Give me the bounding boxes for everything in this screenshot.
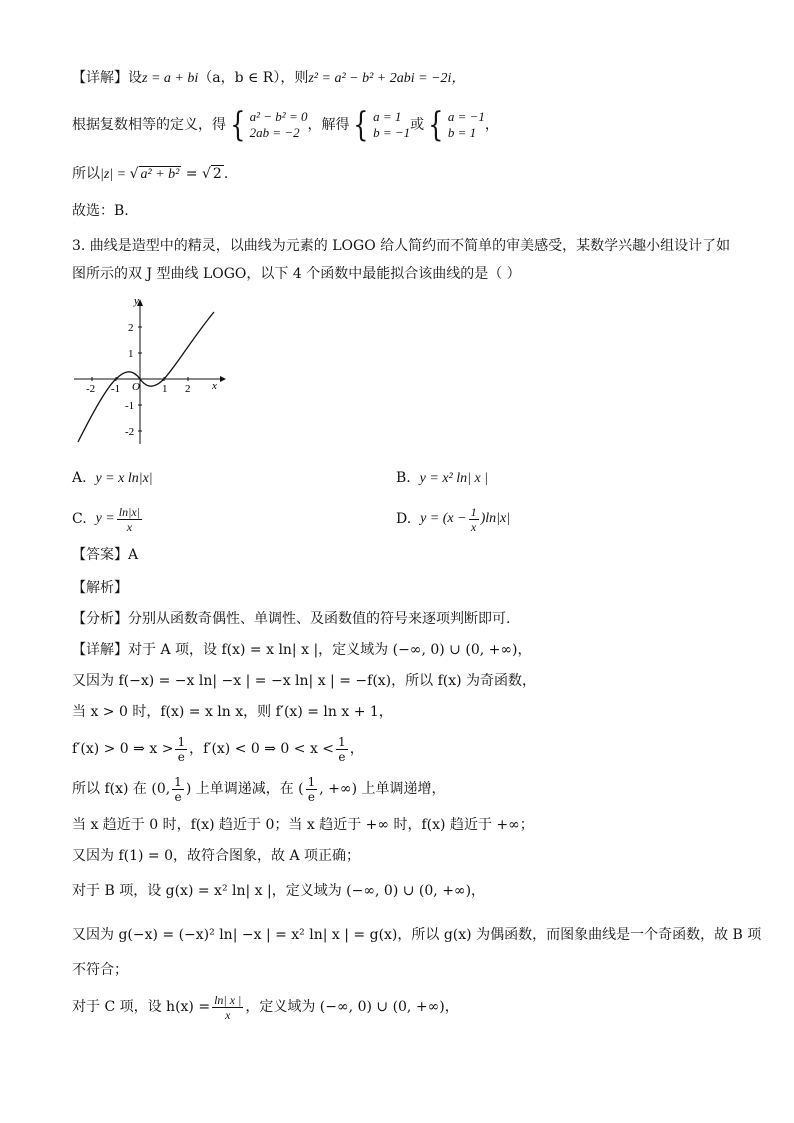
y-axis-label: y [134, 295, 139, 307]
text: （a，b ∈ R），则 [198, 70, 309, 86]
fraction: $\frac{1}{e}$ [177, 734, 186, 764]
solution-line-1 [72, 68, 465, 89]
option-formula: y = x ln|x| [95, 471, 153, 486]
analysis-summary: 【分析】分别从函数奇偶性、单调性、及函数值的符号来逐项判断即可. [72, 611, 511, 627]
option-label: B. [396, 470, 411, 486]
option-label: A. [72, 470, 87, 486]
x-tick-label: 1 [162, 383, 168, 395]
option-formula: y = (x − [420, 511, 467, 526]
option-a [72, 468, 153, 489]
detail-a-line-4: f′(x) > 0 ⇒ x > $\frac{1}{e}$ ，f′(x) < 0 ⇒ 0 < x < $\frac{1}{e}$ ， [72, 734, 364, 764]
fraction: $\frac{1}{e}$ [174, 774, 182, 804]
brace: { [353, 105, 369, 145]
y-tick-label: -1 [125, 400, 135, 412]
question-stem-line-2: 图所示的双 J 型曲线 LOGO，以下 4 个函数中最能拟合该曲线的是（ ） [72, 266, 521, 282]
question-stem-line-1: 3. 曲线是造型中的精灵，以曲线为元素的 LOGO 给人简约而不简单的审美感受，某数学兴趣小组设计了如 [72, 238, 731, 254]
option-formula: y = x² ln| x | [419, 471, 489, 486]
detail-b-line-1: 对于 B 项，设 g(x) = x² ln| x |，定义域为 (−∞, 0) ∪ (0, +∞)， [72, 883, 486, 899]
sqrt-content: a² + b² [140, 167, 180, 182]
option-c [72, 502, 144, 536]
answer-choice-line: 故选：B. [72, 203, 129, 219]
text-prefix: 【详解】设 [72, 70, 142, 86]
option-b [396, 468, 488, 489]
equation-system-2: a = 1 b = −1 [373, 109, 411, 140]
x-tick-label: -1 [111, 383, 121, 395]
x-axis-label: x [212, 380, 217, 392]
equation-system-1: a² − b² = 0 2ab = −2 [249, 109, 308, 140]
brace: { [428, 105, 444, 145]
option-label: D. [396, 511, 412, 527]
option-label: C. [72, 511, 87, 527]
fraction: $\frac{1}{e}$ [307, 774, 316, 804]
detail-a-line-5: 所以 f(x) 在 (0, $\frac{1}{e}$ ) 上单调递减，在 ( $\frac{1}{e}$ , +∞) 上单调递增， [72, 774, 446, 804]
text: ， [484, 117, 499, 133]
detail-c-line-1: 对于 C 项，设 h(x) = $\frac{\ln| x |}{x}$ ，定义域为 (−∞, 0) ∪ (0, +∞)， [72, 992, 459, 1022]
math: = [181, 166, 202, 182]
option-formula: )ln|x| [480, 511, 511, 526]
math: z² = a² − b² + 2abi = −2i， [308, 71, 466, 86]
math: z = a + bi [142, 71, 199, 86]
detail-a-line-1: 【详解】对于 A 项，设 f(x) = x ln| x |，定义域为 (−∞, 0) ∪ (0, +∞)， [72, 642, 532, 658]
option-d [396, 502, 510, 536]
function-graph [70, 294, 230, 454]
text: 根据复数相等的定义，得 [72, 117, 226, 133]
solution-line-3: 所以|z| = √ a² + b² = √ 2 ． [72, 166, 238, 182]
text: 所以 [72, 166, 100, 182]
curve [78, 312, 214, 442]
x-axis-arrow [220, 376, 226, 382]
brace: { [230, 105, 246, 145]
x-tick-label: 2 [185, 383, 191, 395]
detail-a-line-7: 又因为 f(1) = 0，故符合图象，故 A 项正确； [72, 848, 361, 864]
detail-a-line-6: 当 x 趋近于 0 时，f(x) 趋近于 0；当 x 趋近于 +∞ 时，f(x) 趋近于 +∞； [72, 817, 534, 833]
answer-line: 【答案】A [72, 547, 139, 563]
equation-system-3: a = −1 b = 1 [447, 109, 485, 140]
x-tick-label: -2 [86, 383, 96, 395]
fraction: $\frac{\ln| x |}{x}$ [214, 992, 242, 1022]
detail-b-line-3: 不符合； [72, 962, 128, 978]
solution-line-2 [72, 105, 499, 145]
detail-a-line-2: 又因为 f(−x) = −x ln| −x | = −x ln| x | = −f(x)，所以 f(x) 为奇函数， [72, 673, 537, 689]
y-tick-label: 2 [128, 322, 134, 334]
text: ． [223, 166, 238, 182]
detail-b-line-2: 又因为 g(−x) = (−x)² ln| −x | = x² ln| x | = g(x)，所以 g(x) 为偶函数，而图象曲线是一个奇函数，故 B 项 [72, 927, 762, 943]
detail-a-line-3: 当 x > 0 时，f(x) = x ln x，则 f′(x) = ln x + 1， [72, 704, 393, 720]
analysis-heading: 【解析】 [72, 580, 128, 596]
y-tick-label: -2 [125, 426, 135, 438]
math: |z| = [100, 167, 130, 182]
option-formula: y = [95, 511, 115, 526]
sqrt-content: 2 [212, 166, 222, 182]
y-tick-label: 1 [128, 348, 134, 360]
fraction: $\frac{1}{e}$ [338, 734, 346, 764]
fraction: $\frac{\ln|x|}{x}$ [118, 504, 141, 534]
text: 或 [410, 117, 425, 133]
text: ，解得 [307, 117, 350, 133]
origin-label: O [132, 381, 140, 393]
fraction: $\frac{1}{x}$ [470, 504, 477, 534]
